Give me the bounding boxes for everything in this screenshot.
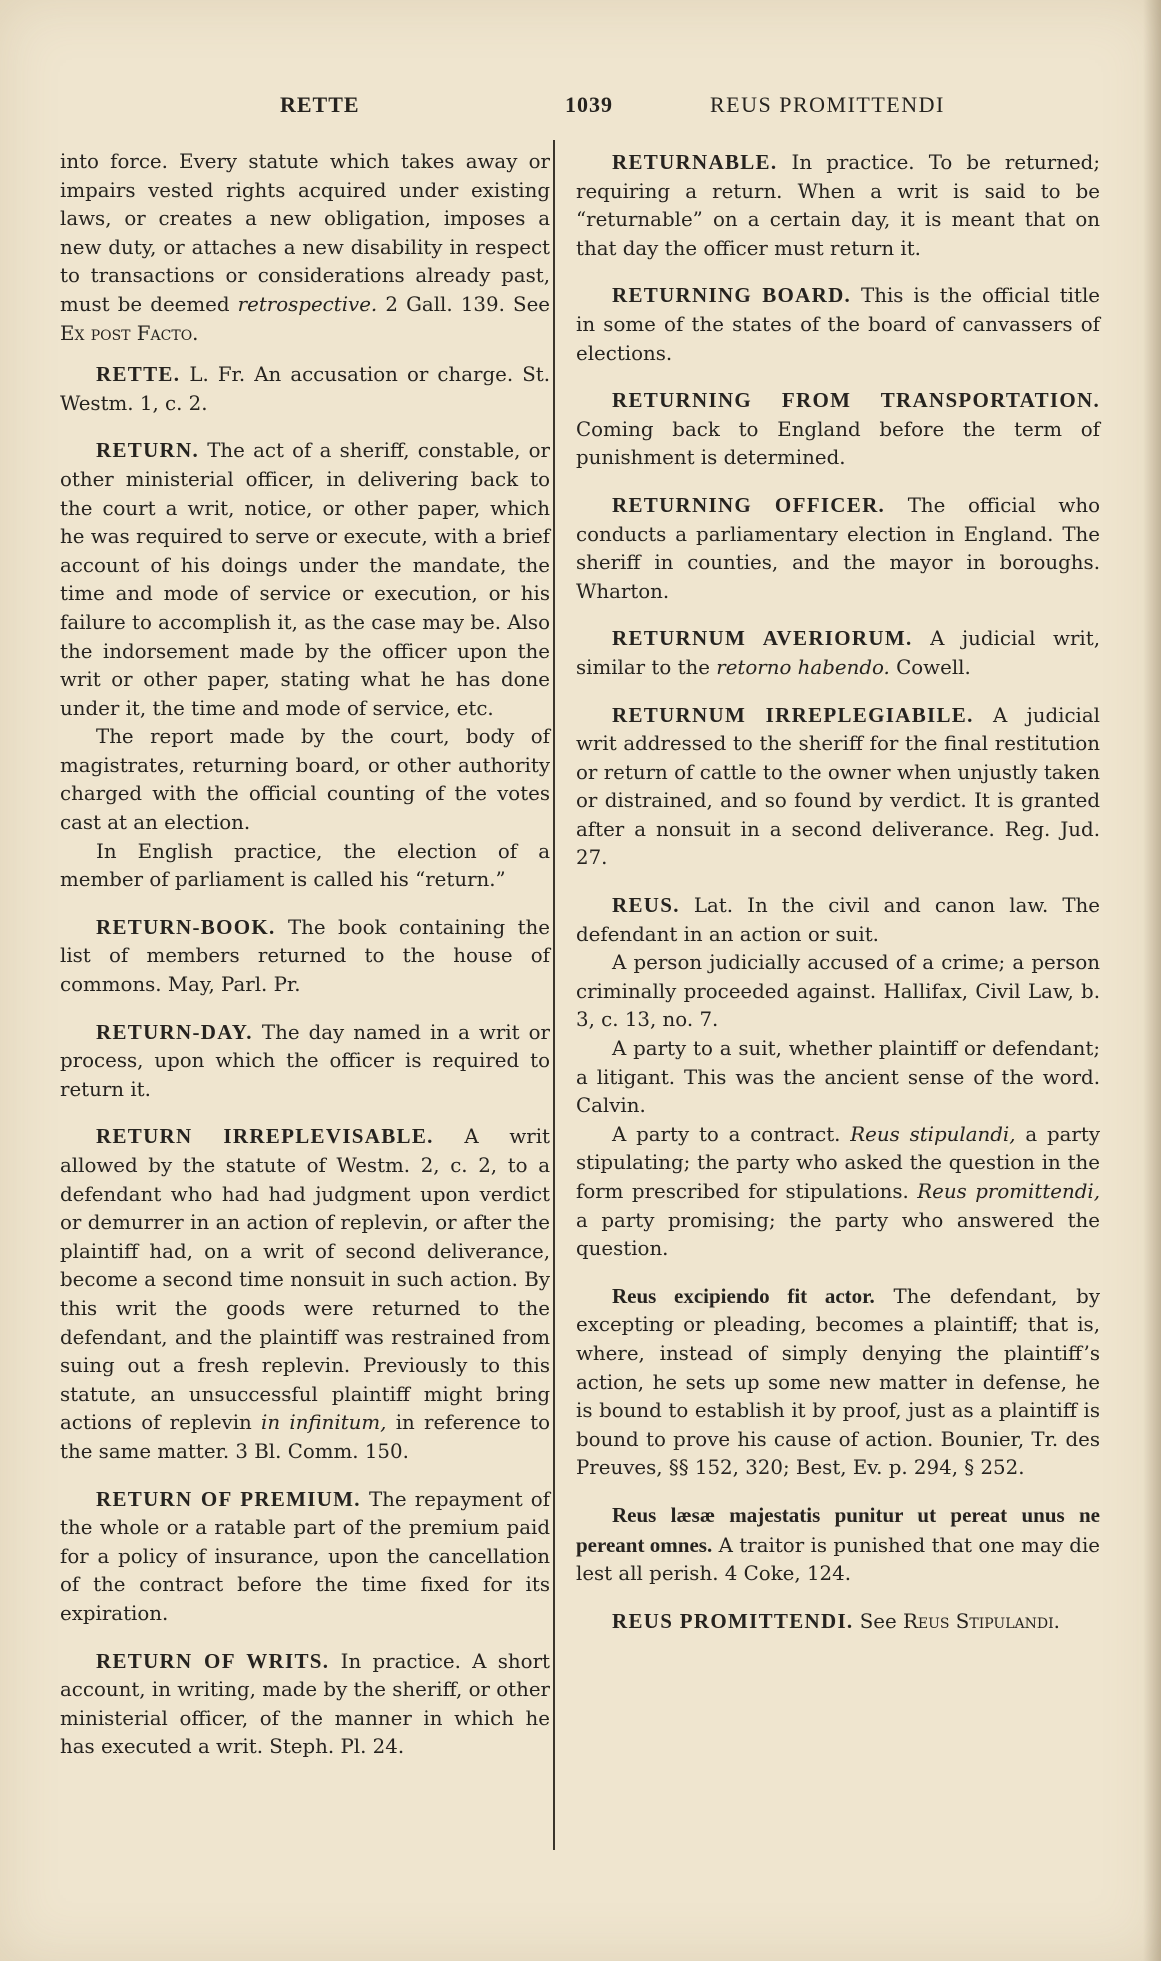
entry-return-of-writs [60,1647,550,1762]
entry-return [60,436,550,895]
entry-rette [60,360,550,418]
entry-reus [576,891,1100,1264]
headword: RETURN-DAY. [96,1019,253,1044]
entry-reus-promittendi: REUS PROMITTENDI. See Reus Stipulandi. [612,1608,1060,1633]
column-divider [553,140,555,1850]
headword: RETURNING OFFICER. [612,492,886,517]
entry-reus-excipiendo [576,1282,1100,1483]
running-head-left: RETTE [280,92,360,117]
definition: L. Fr. An accusation or charge. St. Westm. 1, c. 2. [60,363,550,415]
headword: RETURN-BOOK. [96,914,276,939]
entry-returnum-irreplegiabile [576,701,1100,874]
headword: RETURNING BOARD. [612,283,852,308]
entry-return-of-premium [60,1485,550,1629]
entry-return-book [60,913,550,1000]
headword: RETURN OF WRITS. [96,1648,330,1673]
entry-returning-officer [576,491,1100,606]
definition: A judicial writ addressed to the sheriff for the final restitution or return of cattle to the owner when unjustly taken or distrained, and so found by verdict. It is granted after a nonsuit in a second deliverance. Reg. Jud. 27. [576,703,1100,870]
definition: The act of a sheriff, constable, or other ministerial officer, in delivering back to the court a writ, notice, or other paper, which he was required to serve or execute, with a brief account of his doings under the mandate, the time and mode of service or execution, or his failure to accomplish it, as the case may be. Also the indorsement made by the officer upon the writ or other paper, stating what he has done under it, the time and mode of service, etc. [60,439,550,720]
entry-continuation [60,148,550,348]
running-head [0,92,1161,132]
definition: Lat. In the civil and canon law. The defendant in an action or suit. [576,894,1100,946]
headword: RETURNUM AVERIORUM. [612,626,913,651]
entry-returnable [576,148,1100,263]
definition-paragraph: A party to a contract. Reus stipulandi, a party stipulating; the party who asked the question in the form prescribed for stipulations. Reus promittendi, a party promising; the party who answered the question. [576,1122,1101,1261]
maxim: Reus excipiendo fit actor. [612,1283,875,1308]
entry-text: into force. Every statute which takes away or impairs vested rights acquired under existing laws, or creates a new obligation, imposes a new duty, or attaches a new disability in respect to transactions or considerations already past, must be deemed retrospective. 2 Gall. 139. See Ex post Facto. [60,150,550,345]
definition-paragraph: In English practice, the election of a member of parliament is called his “return.” [60,839,550,892]
entry-reus-laesae [576,1501,1100,1589]
maxim: Reus læsæ majestatis punitur ut pereat unus ne pereant omnes. [576,1502,1100,1557]
definition: A traitor is punished that one may die lest all perish. 4 Coke, 124. [576,1533,1100,1586]
definition-paragraph: A person judicially accused of a crime; a person criminally proceeded against. Hallifax, Civil Law, b. 3, c. 13, no. 7. [576,951,1100,1032]
definition: Coming back to England before the term of punishment is determined. [576,417,1100,470]
headword: REUS PROMITTENDI. [612,1608,854,1633]
headword: RETURNUM IRREPLEGIABILE. [612,702,974,727]
definition: In practice. To be returned; requiring a return. When a writ is said to be “returnable” on a certain day, it is meant that on that day the officer must return it. [576,151,1100,260]
headword: RETURN. [96,438,200,463]
definition: The book containing the list of members returned to the house of commons. May, Parl. Pr. [60,915,550,997]
right-column [576,148,1100,1654]
page-number: 1039 [565,92,613,117]
headword: REUS. [612,893,680,918]
cross-reference: Reus Stipulandi. [903,1609,1060,1633]
running-head-right: REUS PROMITTENDI [710,92,945,117]
entry-returning-from-transportation [576,386,1100,473]
headword: RETURNABLE. [612,150,778,174]
headword: RETTE. [96,362,181,387]
headword: RETURN OF PREMIUM. [96,1486,361,1511]
entry-returning-board [576,281,1100,368]
definition: The day named in a writ or process, upon which the officer is required to return it. [60,1020,550,1101]
definition: The defendant, by excepting or pleading, becomes a plaintiff; that is, where, instead of simply denying the plaintiff’s action, he sets up some new matter in defense, he is bound to establish it by proof, just as a plaintiff is bound to prove his cause of action. Bounier, Tr. des Preuves, §§ 152, 320; Best, Ev. p. 294, § 252. [576,1284,1100,1480]
definition-paragraph: The report made by the court, body of magistrates, returning board, or other authority charged with the official counting of the votes cast at an election. [60,725,550,835]
entry-returnum-averiorum: RETURNUM AVERIORUM. A judicial writ, similar to the retorno habendo. Cowell. [576,626,1100,679]
definition: In practice. A short account, in writing, made by the sheriff, or other ministerial officer, of the manner in which he has executed a writ. Steph. Pl. 24. [60,1649,550,1759]
entry-return-irreplevisable: RETURN IRREPLEVISABLE. A writ allowed by the statute of Westm. 2, c. 2, to a defendant who had had judgment upon verdict or demurrer in an action of replevin, or after the plaintiff had, on a writ of second deliverance, become a second time nonsuit in such action. By this writ the goods were returned to the defendant, and the plaintiff was restrained from suing out a fresh replevin. Previously to this statute, an unsuccessful plaintiff might bring actions of replevin in infinitum, in reference to the same matter. 3 Bl. Comm. 150. [60,1124,550,1463]
definition: The official who conducts a parliamentary election in England. The sheriff in counties, and the mayor in boroughs. Wharton. [576,493,1101,603]
entry-return-day [60,1018,550,1105]
definition: This is the official title in some of the states of the board of canvassers of elections. [576,284,1100,365]
definition-paragraph: A party to a suit, whether plaintiff or defendant; a litigant. This was the ancient sense of the word. Calvin. [576,1037,1100,1118]
left-column [60,148,550,1780]
headword: RETURNING FROM TRANSPORTATION. [612,388,1100,413]
headword: RETURN IRREPLEVISABLE. [96,1124,434,1149]
definition: The repayment of the whole or a ratable part of the premium paid for a policy of insurance, upon the cancellation of the contract before the time fixed for its expiration. [60,1487,550,1625]
